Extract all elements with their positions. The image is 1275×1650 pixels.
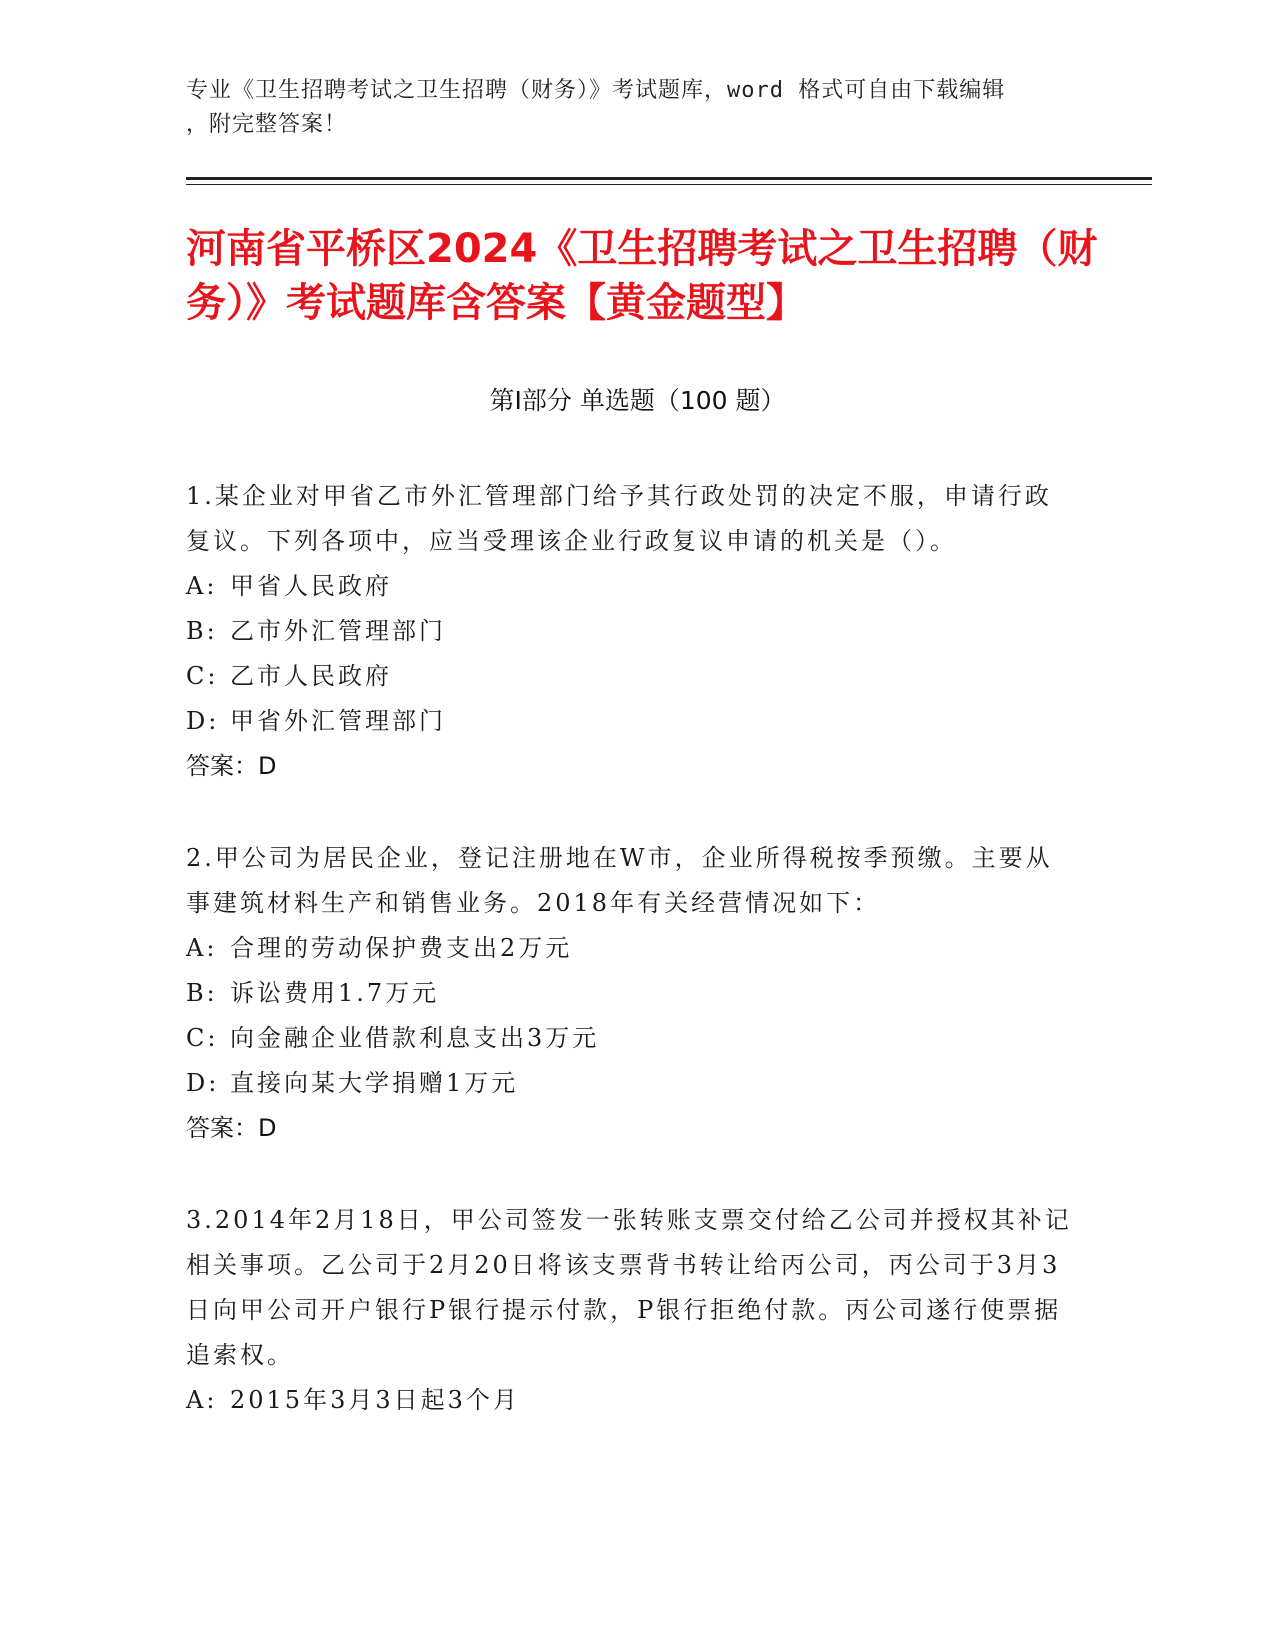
option-b — [186, 609, 1076, 654]
option-key: C: — [186, 662, 219, 690]
option-c — [186, 1016, 1076, 1061]
document-title: 河南省平桥区2024《卫生招聘考试之卫生招聘（财务）》考试题库含答案【黄金题型】 — [186, 226, 1098, 326]
option-a — [186, 564, 1076, 609]
option-text: 甲省人民政府 — [230, 572, 392, 600]
option-d — [186, 1061, 1076, 1106]
question-3 — [186, 1198, 1076, 1423]
option-key: C: — [186, 1024, 219, 1052]
question-stem: 3.2014年2月18日，甲公司签发一张转账支票交付给乙公司并授权其补记相关事项。乙公司于2月20日将该支票背书转让给丙公司，丙公司于3月3日向甲公司开户银行P银行提示付款，P银行拒绝付款。丙公司遂行使票据追索权。 — [186, 1206, 1072, 1369]
option-key: A: — [186, 934, 218, 962]
option-key: A: — [186, 1386, 218, 1414]
option-key: B: — [186, 979, 218, 1007]
question-stem: 2.甲公司为居民企业，登记注册地在W市，企业所得税按季预缴。主要从事建筑材料生产和销售业务。2018年有关经营情况如下： — [186, 844, 1053, 917]
question-2 — [186, 836, 1076, 1151]
question-1 — [186, 474, 1076, 789]
option-key: A: — [186, 572, 218, 600]
answer-line: 答案：D — [186, 1114, 277, 1142]
question-list — [186, 474, 1076, 1470]
option-c — [186, 654, 1076, 699]
option-b — [186, 971, 1076, 1016]
header-note — [186, 74, 1086, 142]
header-note-line-1: 专业《卫生招聘考试之卫生招聘（财务）》考试题库，word 格式可自由下载编辑 — [186, 78, 1006, 103]
option-text: 诉讼费用1.7万元 — [230, 979, 440, 1007]
option-key: D: — [186, 1069, 220, 1097]
option-key: B: — [186, 617, 218, 645]
option-d — [186, 699, 1076, 744]
option-a — [186, 1378, 1076, 1423]
option-a — [186, 926, 1076, 971]
option-text: 乙市外汇管理部门 — [230, 617, 446, 645]
header-note-line-2: ，附完整答案！ — [186, 112, 348, 137]
option-text: 甲省外汇管理部门 — [230, 707, 446, 735]
option-text: 合理的劳动保护费支出2万元 — [230, 934, 573, 962]
option-text: 直接向某大学捐赠1万元 — [230, 1069, 519, 1097]
section-heading: 第Ⅰ部分 单选题（100 题） — [489, 386, 786, 415]
header-divider-thin — [186, 184, 1152, 185]
header-divider-thick — [186, 177, 1152, 180]
option-text: 2015年3月3日起3个月 — [230, 1386, 520, 1414]
option-key: D: — [186, 707, 220, 735]
answer-line: 答案：D — [186, 752, 277, 780]
question-stem: 1.某企业对甲省乙市外汇管理部门给予其行政处罚的决定不服，申请行政复议。下列各项中，应当受理该企业行政复议申请的机关是（）。 — [186, 482, 1052, 555]
option-text: 向金融企业借款利息支出3万元 — [230, 1024, 600, 1052]
option-text: 乙市人民政府 — [230, 662, 392, 690]
